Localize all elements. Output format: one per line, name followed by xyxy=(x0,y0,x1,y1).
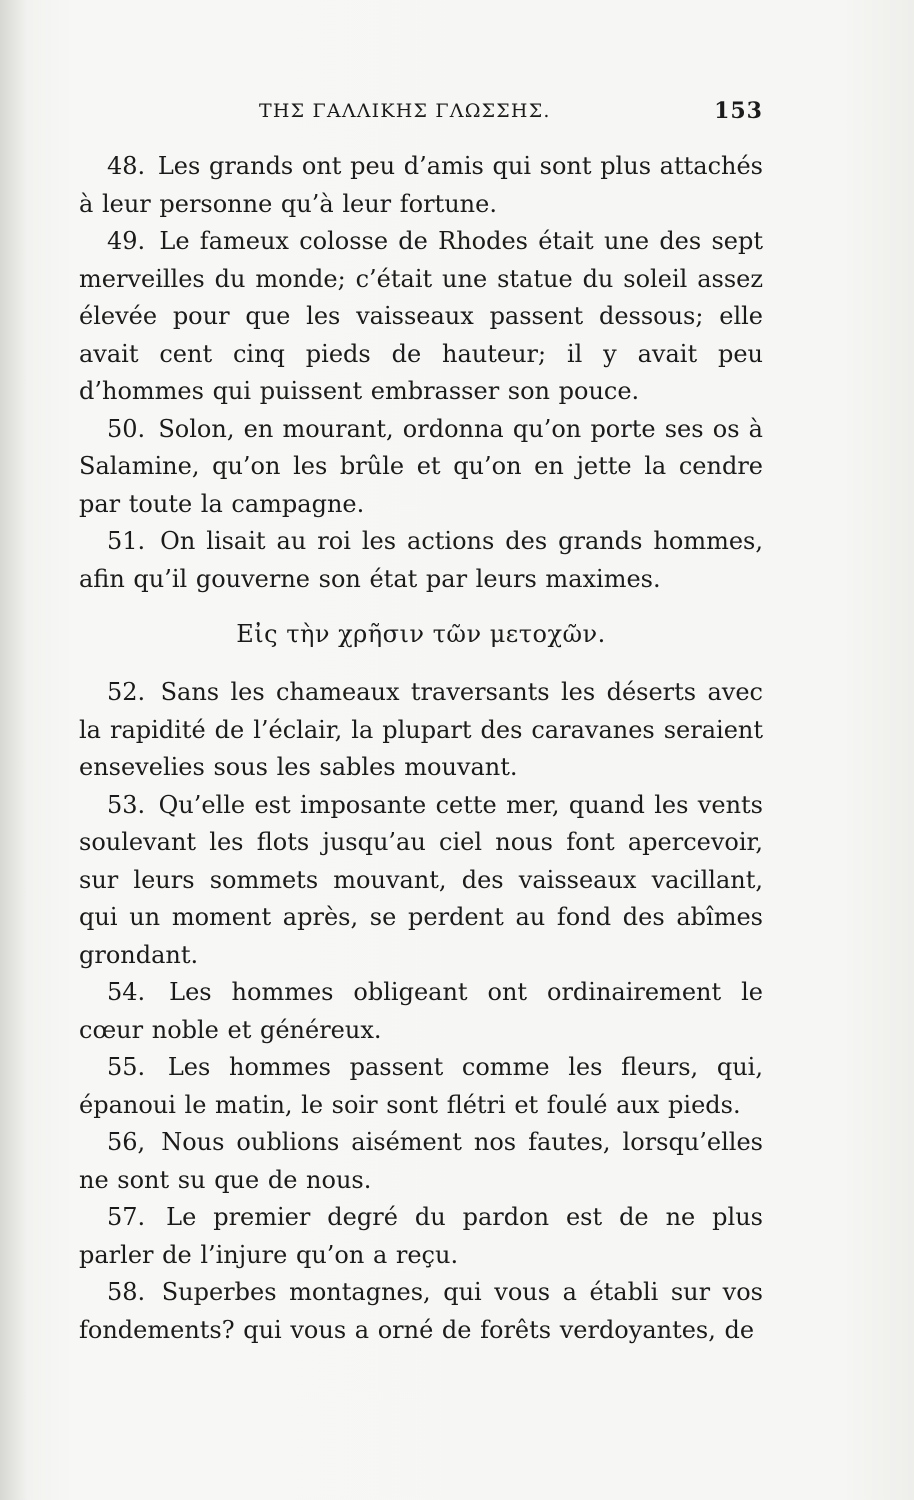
binding-shadow xyxy=(0,0,28,1500)
entry-text: Le fameux colosse de Rhodes était une des sept merveilles du monde; c’était une statue du soleil assez élevée pour que les vaisseaux passent dessous; elle avait cent cinq pieds de hauteur; il y avait peu d’hommes qui puissent embrasser son pouce. xyxy=(79,227,763,405)
entry-number: 48. xyxy=(107,152,146,180)
entry-text: Les hommes obligeant ont ordinairement le cœur noble et généreux. xyxy=(79,978,763,1044)
entry-text: Qu’elle est imposante cette mer, quand les vents soulevant les flots jusqu’au ciel nous font apercevoir, sur leurs sommets mouvant, des vaisseaux vacillant, qui un moment après, se perdent au fond des abîmes grondant. xyxy=(79,790,763,969)
entry-number: 54. xyxy=(107,978,146,1006)
entry-57 xyxy=(79,1199,763,1274)
entry-56 xyxy=(79,1124,763,1199)
running-head xyxy=(79,94,763,130)
page-number: 153 xyxy=(714,98,763,124)
entry-55 xyxy=(79,1049,763,1124)
entry-text: Le premier degré du pardon est de ne plus parler de l’injure qu’on a reçu. xyxy=(79,1203,763,1269)
entry-52 xyxy=(79,674,763,787)
entry-53 xyxy=(79,787,763,975)
running-title: ΤΗΣ ΓΑΛΛΙΚΗΣ ΓΛΩΣΣΗΣ. xyxy=(259,100,551,122)
entry-58 xyxy=(79,1274,763,1349)
entry-text: Solon, en mourant, ordonna qu’on porte ses os à Salamine, qu’on les brûle et qu’on en jette la cendre par toute la campagne. xyxy=(79,414,763,518)
entry-51 xyxy=(79,523,763,598)
entries-section-1 xyxy=(79,148,763,598)
section-heading: Εἰς τὴν χρῆσιν τῶν μετοχῶν. xyxy=(236,620,606,648)
entry-number: 57. xyxy=(107,1203,146,1231)
entry-text: Superbes montagnes, qui vous a établi sur vos fondements? qui vous a orné de forêts verdoyantes, de xyxy=(79,1278,763,1344)
entry-number: 53. xyxy=(107,790,146,819)
entry-number: 56, xyxy=(107,1128,146,1156)
entry-48 xyxy=(79,148,763,223)
entry-number: 58. xyxy=(107,1278,146,1306)
entry-54 xyxy=(79,974,763,1049)
entry-number: 55. xyxy=(107,1053,146,1081)
entry-49 xyxy=(79,223,763,411)
entry-number: 49. xyxy=(107,227,146,255)
entries-section-2 xyxy=(79,674,763,1349)
entry-number: 52. xyxy=(107,678,146,706)
entry-text: Les grands ont peu d’amis qui sont plus attachés à leur personne qu’à leur fortune. xyxy=(79,152,763,218)
entry-number: 50. xyxy=(107,414,146,443)
text-block xyxy=(79,94,763,1349)
entry-number: 51. xyxy=(107,527,146,555)
entry-text: Nous oublions aisément nos fautes, lorsqu’elles ne sont su que de nous. xyxy=(79,1128,763,1194)
entry-text: Les hommes passent comme les fleurs, qui, épanoui le matin, le soir sont flétri et foulé aux pieds. xyxy=(79,1053,763,1119)
entry-text: Sans les chameaux traversants les déserts avec la rapidité de l’éclair, la plupart des caravanes seraient ensevelies sous les sables mouvant. xyxy=(79,678,763,781)
entry-50 xyxy=(79,411,763,524)
entry-text: On lisait au roi les actions des grands hommes, afin qu’il gouverne son état par leurs maximes. xyxy=(79,527,763,593)
